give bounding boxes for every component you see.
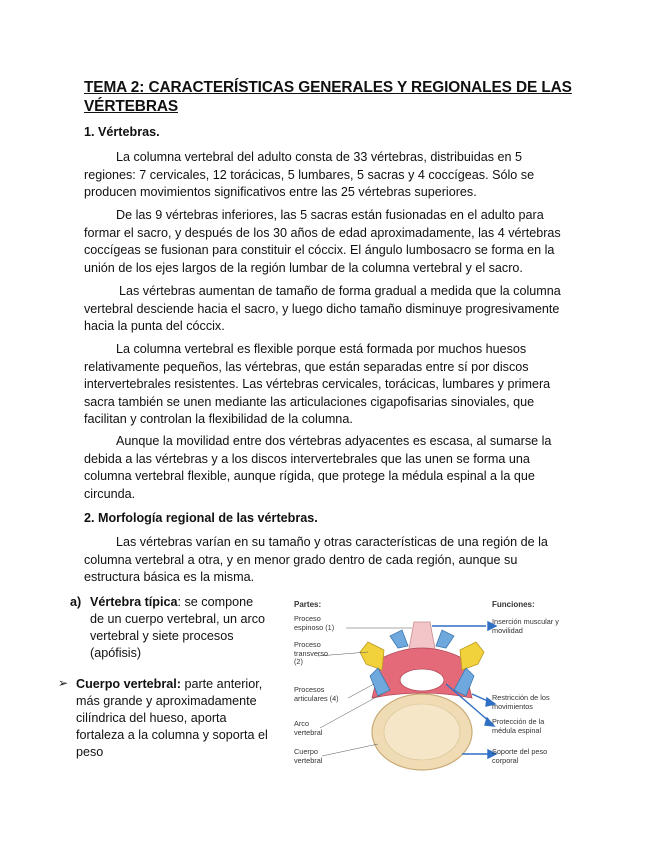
spinal-canal-shape xyxy=(400,669,444,691)
paragraph-2 xyxy=(84,207,564,277)
paragraph-4 xyxy=(84,341,564,429)
section-2-heading: 2. Morfología regional de las vértebras. xyxy=(84,511,318,525)
vertebral-body-inner-shape xyxy=(384,704,460,760)
paragraph-5 xyxy=(84,433,564,503)
label-proceso-transverso: Proceso transverso (2) xyxy=(294,640,329,667)
section-1-heading: 1. Vértebras. xyxy=(84,125,160,139)
paragraph-5-text: Aunque la movilidad entre dos vértebras adyacentes es escasa, al sumarse la debida a las vértebras y a los discos intervertebrales que las unen se forma una columna vertebral flexible, aunque rígida, que protege la médula espinal a la que circunda. xyxy=(84,434,552,501)
typical-vertebra-term: Vértebra típica xyxy=(90,595,178,609)
paragraph-3-text: Las vértebras aumentan de tamaño de forma gradual a medida que la columna vertebral desciende hacia el sacro, y luego dicho tamaño disminuye progresivamente hacia la punta del cóccix. xyxy=(84,284,561,334)
paragraph-6 xyxy=(84,534,564,587)
label-procesos-articulares: Procesos articulares (4) xyxy=(294,685,339,703)
label-cuerpo-vertebral: Cuerpo vertebral xyxy=(294,747,323,765)
paragraph-4-text: La columna vertebral es flexible porque está formada por muchos huesos relativamente pequeños, las vértebras, que están separadas entre sí por discos intervertebrales resistentes. Las vértebras cervicales, torácicas, lumbares y primera sacra también se unen mediante las articulaciones cigapofisarias sinoviales, que facilitan y controlan la flexibilidad de la columna. xyxy=(84,342,551,427)
articular-process-top-right-shape xyxy=(436,630,454,648)
paragraph-6-text: Las vértebras varían en su tamaño y otras características de una región de la columna vertebral a otra, y en menor grado dentro de cada región, aunque su estructura básica es la misma. xyxy=(84,535,548,585)
typical-vertebra-text: : se compone de un cuerpo vertebral, un arco vertebral y siete procesos (apófisis) xyxy=(90,595,266,660)
paragraph-1-text: La columna vertebral del adulto consta de 33 vértebras, distribuidas en 5 regiones: 7 cervicales, 12 torácicas, 5 lumbares, 5 sacras y 4 coccígeas. Sólo se producen movimientos significativos entre las 25 vértebras superiores. xyxy=(84,150,535,200)
label-proceso-espinoso: Proceso espinoso (1) xyxy=(294,614,335,632)
articular-process-top-left-shape xyxy=(390,630,408,648)
paragraph-1 xyxy=(84,149,564,202)
list-item-marker: a) xyxy=(70,595,82,609)
vertebral-body-text: parte anterior, más grande y aproximadamente cilíndrica del hueso, aporta fortaleza a la columna y soporta el peso xyxy=(76,677,268,759)
label-insercion-muscular: Inserción muscular y movilidad xyxy=(492,617,559,635)
transverse-process-left-shape xyxy=(360,642,384,670)
label-arco-vertebral: Arco vertebral xyxy=(294,719,323,737)
arrow-bullet-icon: ➢ xyxy=(58,676,69,690)
funciones-header: Funciones: xyxy=(492,600,535,609)
label-soporte-peso: Soporte del peso corporal xyxy=(492,747,548,765)
transverse-process-right-shape xyxy=(460,642,484,670)
list-item-typical-vertebra xyxy=(70,594,270,662)
partes-header: Partes: xyxy=(294,600,322,609)
paragraph-2-text: De las 9 vértebras inferiores, las 5 sacras están fusionadas en el adulto para formar el sacro, y después de los 30 años de edad aproximadamente, las 4 vértebras coccígeas se fusionan para constituir el cóccix. El ángulo lumbosacro se forma en la unión de los ejes largos de la región lumbar de la columna vertebral y el sacro. xyxy=(84,208,561,275)
bullet-item-vertebral-body xyxy=(58,676,278,761)
vertebral-body-term: Cuerpo vertebral: xyxy=(76,677,181,691)
vertebra-diagram xyxy=(286,598,566,776)
label-proteccion-medula: Protección de la médula espinal xyxy=(492,717,545,735)
label-restriccion-movimientos: Restricción de los movimientos xyxy=(492,693,550,711)
paragraph-3 xyxy=(84,283,564,336)
document-title: TEMA 2: CARACTERÍSTICAS GENERALES Y REGIONALES DE LAS VÉRTEBRAS xyxy=(84,79,572,115)
